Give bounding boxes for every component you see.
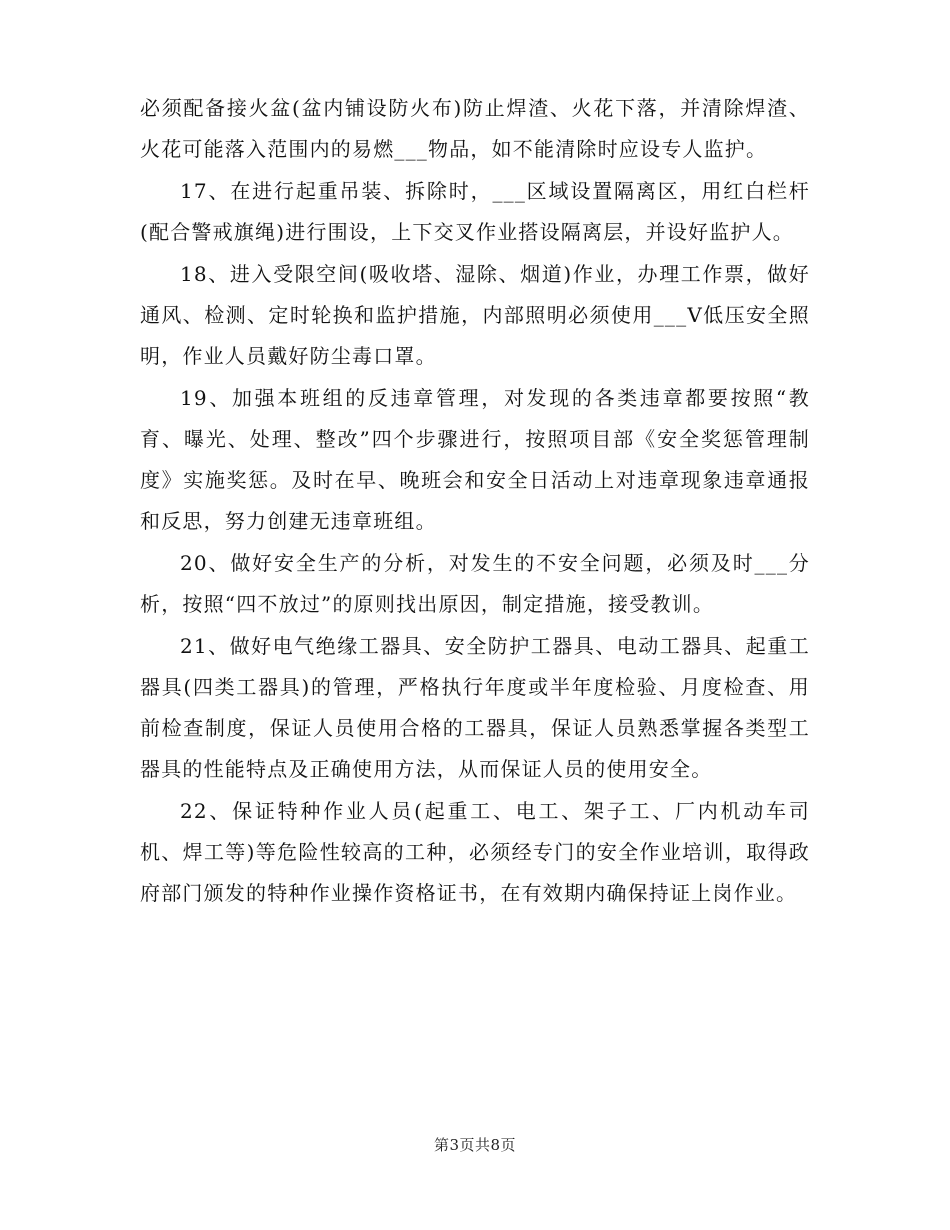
- paragraph-18: 18、进入受限空间(吸收塔、湿除、烟道)作业，办理工作票，做好通风、检测、定时轮换和监护措施，内部照明必须使用___V低压安全照明，作业人员戴好防尘毒口罩。: [140, 262, 810, 368]
- paragraph-19: 19、加强本班组的反违章管理，对发现的各类违章都要按照“教育、曝光、处理、整改”四个步骤进行，按照项目部《安全奖惩管理制度》实施奖惩。及时在早、晚班会和安全日活动上对违章现象违章通报和反思，努力创建无违章班组。: [140, 386, 810, 533]
- paragraph-17: 17、在进行起重吊装、拆除时，___区域设置隔离区，用红白栏杆(配合警戒旗绳)进行围设，上下交叉作业搭设隔离层，并设好监护人。: [140, 179, 810, 244]
- paragraph-20: 20、做好安全生产的分析，对发生的不安全问题，必须及时___分析，按照“四不放过”的原则找出原因，制定措施，接受教训。: [140, 551, 810, 616]
- paragraph-16-continued: 必须配备接火盆(盆内铺设防火布)防止焊渣、火花下落，并清除焊渣、火花可能落入范围内的易燃___物品，如不能清除时应设专人监护。: [140, 96, 810, 161]
- page-number-footer: 第3页共8页: [433, 1136, 517, 1154]
- document-body: [140, 88, 810, 915]
- paragraph-21: 21、做好电气绝缘工器具、安全防护工器具、电动工器具、起重工器具(四类工器具)的管理，严格执行年度或半年度检验、月度检查、用前检查制度，保证人员使用合格的工器具，保证人员熟悉掌握各类型工器具的性能特点及正确使用方法，从而保证人员的使用安全。: [140, 634, 810, 781]
- paragraph-22: 22、保证特种作业人员(起重工、电工、架子工、厂内机动车司机、焊工等)等危险性较高的工种，必须经专门的安全作业培训，取得政府部门颁发的特种作业操作资格证书，在有效期内确保持证上岗作业。: [140, 799, 810, 905]
